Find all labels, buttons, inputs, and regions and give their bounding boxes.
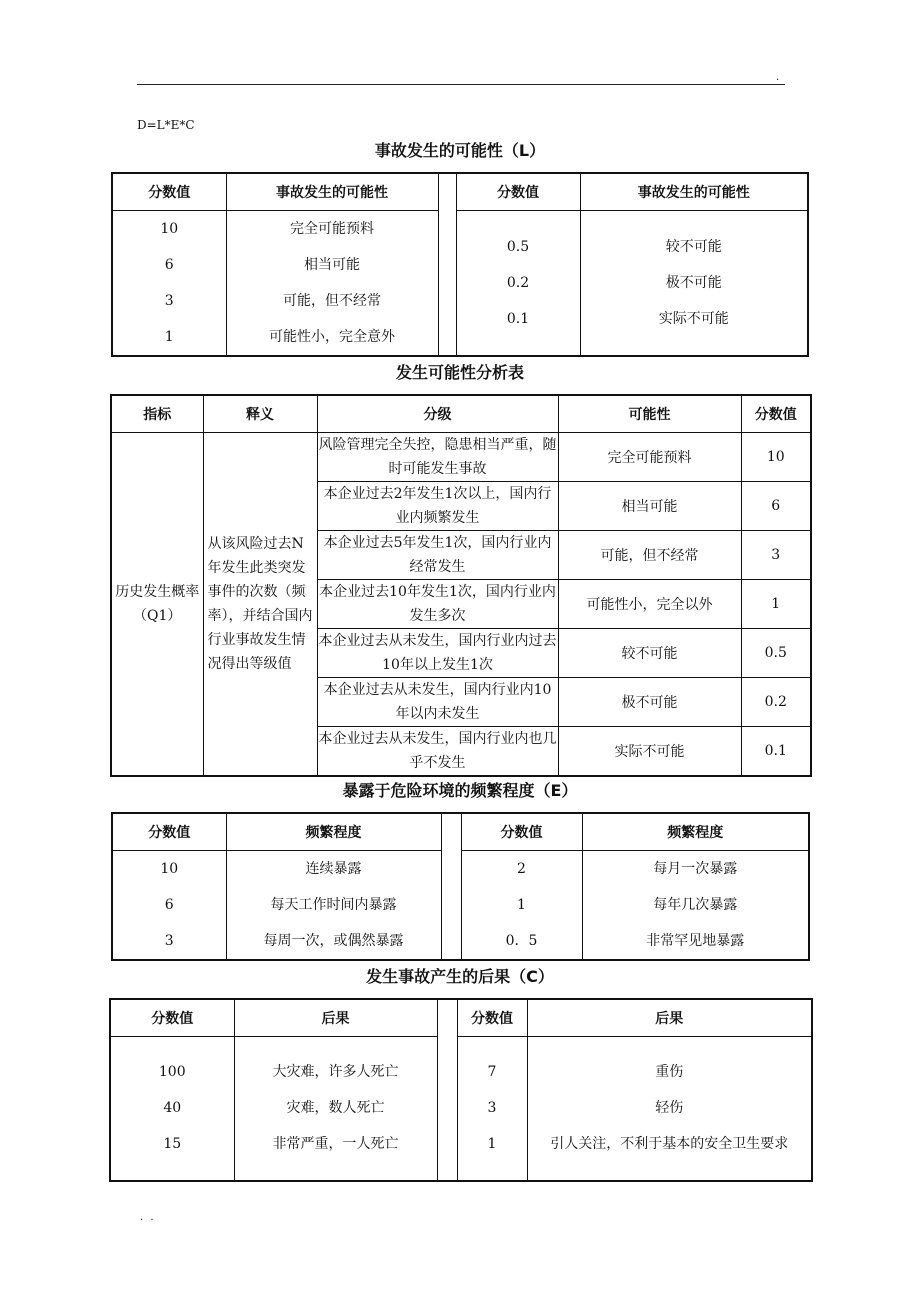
table-l-left-descs	[226, 210, 438, 356]
score-cell: 40	[163, 1100, 182, 1117]
table-q-title: 发生可能性分析表	[395, 363, 524, 382]
table-l-header-score: 分数值	[112, 173, 226, 210]
table-q-score: 0.2	[741, 677, 811, 726]
table-l-title: 事故发生的可能性（L）	[374, 141, 546, 160]
table-c-right-descs	[527, 1036, 812, 1181]
table-c-divider	[437, 999, 457, 1181]
table-l-right-scores	[456, 210, 580, 356]
table-q-grade: 本企业过去2年发生1次以上，国内行业内频繁发生	[317, 481, 558, 530]
table-q-header-meaning: 释义	[203, 395, 317, 432]
table-e-header-desc-right: 频繁程度	[582, 813, 809, 850]
table-c-left-descs	[234, 1036, 437, 1181]
table-e	[111, 812, 810, 961]
desc-cell: 每天工作时间内暴露	[270, 896, 397, 913]
table-c-right-scores	[457, 1036, 527, 1181]
formula: D=L*E*C	[137, 118, 195, 132]
desc-cell: 每月一次暴露	[653, 860, 738, 877]
table-q-header-score: 分数值	[741, 395, 811, 432]
score-cell: 3	[487, 1100, 497, 1117]
score-cell: 2	[517, 860, 526, 877]
table-e-left-descs	[226, 850, 441, 960]
table-q-possibility: 完全可能预料	[558, 432, 741, 481]
score-cell: 100	[158, 1064, 186, 1081]
desc-cell: 每周一次，或偶然暴露	[263, 932, 404, 949]
table-q-possibility: 极不可能	[558, 677, 741, 726]
table-q-header-indicator: 指标	[111, 395, 203, 432]
table-c-title: 发生事故产生的后果（C）	[366, 967, 554, 986]
desc-cell: 连续暴露	[305, 860, 362, 877]
table-q-indicator: 历史发生概率（Q1）	[111, 432, 203, 776]
table-q-score: 0.1	[741, 726, 811, 776]
table-q-possibility: 较不可能	[558, 628, 741, 677]
score-cell: 3	[164, 932, 174, 949]
table-l-header-desc: 事故发生的可能性	[226, 173, 438, 210]
desc-cell: 灾难，数人死亡	[286, 1100, 385, 1117]
desc-cell: 每年几次暴露	[653, 896, 738, 913]
table-c-left-scores	[110, 1036, 234, 1181]
header-rule	[137, 84, 785, 85]
table-q-score: 0.5	[741, 628, 811, 677]
desc-cell: 非常罕见地暴露	[646, 932, 745, 949]
table-q-possibility: 相当可能	[558, 481, 741, 530]
table-q-possibility: 实际不可能	[558, 726, 741, 776]
table-e-title: 暴露于危险环境的频繁程度（E）	[342, 781, 578, 800]
table-e-right-scores	[461, 850, 582, 960]
score-cell: 1	[517, 896, 526, 913]
desc-cell: 相当可能	[304, 256, 360, 273]
table-q-grade: 本企业过去从未发生，国内行业内也几乎不发生	[317, 726, 558, 776]
table-q-possibility: 可能，但不经常	[558, 530, 741, 579]
footer-dots: . .	[140, 1212, 156, 1223]
table-q-grade: 本企业过去10年发生1次，国内行业内发生多次	[317, 579, 558, 628]
desc-cell: 大灾难，许多人死亡	[272, 1064, 399, 1081]
table-q-possibility: 可能性小，完全以外	[558, 579, 741, 628]
table-e-header-desc: 频繁程度	[226, 813, 441, 850]
table-c-header-desc: 后果	[234, 999, 437, 1036]
desc-cell: 非常严重，一人死亡	[272, 1136, 399, 1153]
table-q-score: 3	[741, 530, 811, 579]
table-q-grade: 本企业过去从未发生，国内行业内10年以内未发生	[317, 677, 558, 726]
table-e-right-descs	[582, 850, 809, 960]
score-cell: 0.2	[506, 274, 530, 291]
table-c-header-score-right: 分数值	[457, 999, 527, 1036]
score-cell: 10	[160, 220, 179, 237]
score-cell: 0.1	[506, 310, 530, 327]
score-cell: 15	[163, 1136, 182, 1153]
table-l	[111, 172, 809, 357]
table-q-score: 10	[741, 432, 811, 481]
table-q-score: 1	[741, 579, 811, 628]
desc-cell: 引人关注，不利于基本的安全卫生要求	[550, 1136, 789, 1153]
table-l-right-descs	[580, 210, 808, 356]
desc-cell: 轻伤	[655, 1100, 684, 1117]
desc-cell: 可能性小，完全意外	[269, 328, 395, 345]
table-q-header-grade: 分级	[317, 395, 558, 432]
desc-cell: 完全可能预料	[290, 220, 374, 237]
desc-cell: 较不可能	[665, 238, 722, 255]
score-cell: 0．5	[505, 932, 538, 949]
table-e-left-scores	[112, 850, 226, 960]
score-cell: 7	[487, 1064, 497, 1081]
header-dot: .	[776, 72, 780, 83]
table-l-left-scores	[112, 210, 226, 356]
score-cell: 10	[160, 860, 179, 877]
table-q-meaning: 从该风险过去N年发生此类突发事件的次数（频率），并结合国内行业事故发生情况得出等级值	[203, 432, 317, 776]
desc-cell: 实际不可能	[658, 310, 729, 327]
desc-cell: 重伤	[655, 1064, 684, 1081]
table-e-header-score-right: 分数值	[461, 813, 582, 850]
table-e-divider	[441, 813, 461, 960]
table-q-score: 6	[741, 481, 811, 530]
table-c-header-desc-right: 后果	[527, 999, 812, 1036]
table-e-header-score: 分数值	[112, 813, 226, 850]
score-cell: 0.5	[506, 238, 530, 255]
table-q-grade: 风险管理完全失控，隐患相当严重，随时可能发生事故	[317, 432, 558, 481]
score-cell: 3	[164, 292, 174, 309]
score-cell: 6	[164, 896, 174, 913]
table-q-grade: 本企业过去从未发生，国内行业内过去10年以上发生1次	[317, 628, 558, 677]
table-l-header-score-right: 分数值	[456, 173, 580, 210]
desc-cell: 极不可能	[665, 274, 722, 291]
desc-cell: 可能，但不经常	[283, 292, 381, 309]
table-c	[109, 998, 813, 1182]
table-l-header-desc-right: 事故发生的可能性	[580, 173, 808, 210]
table-q-header-possibility: 可能性	[558, 395, 741, 432]
score-cell: 1	[487, 1136, 497, 1153]
table-q-grade: 本企业过去5年发生1次，国内行业内经常发生	[317, 530, 558, 579]
table-c-header-score: 分数值	[110, 999, 234, 1036]
score-cell: 6	[164, 256, 174, 273]
table-l-divider	[438, 173, 456, 356]
score-cell: 1	[164, 328, 174, 345]
table-q	[110, 394, 812, 777]
